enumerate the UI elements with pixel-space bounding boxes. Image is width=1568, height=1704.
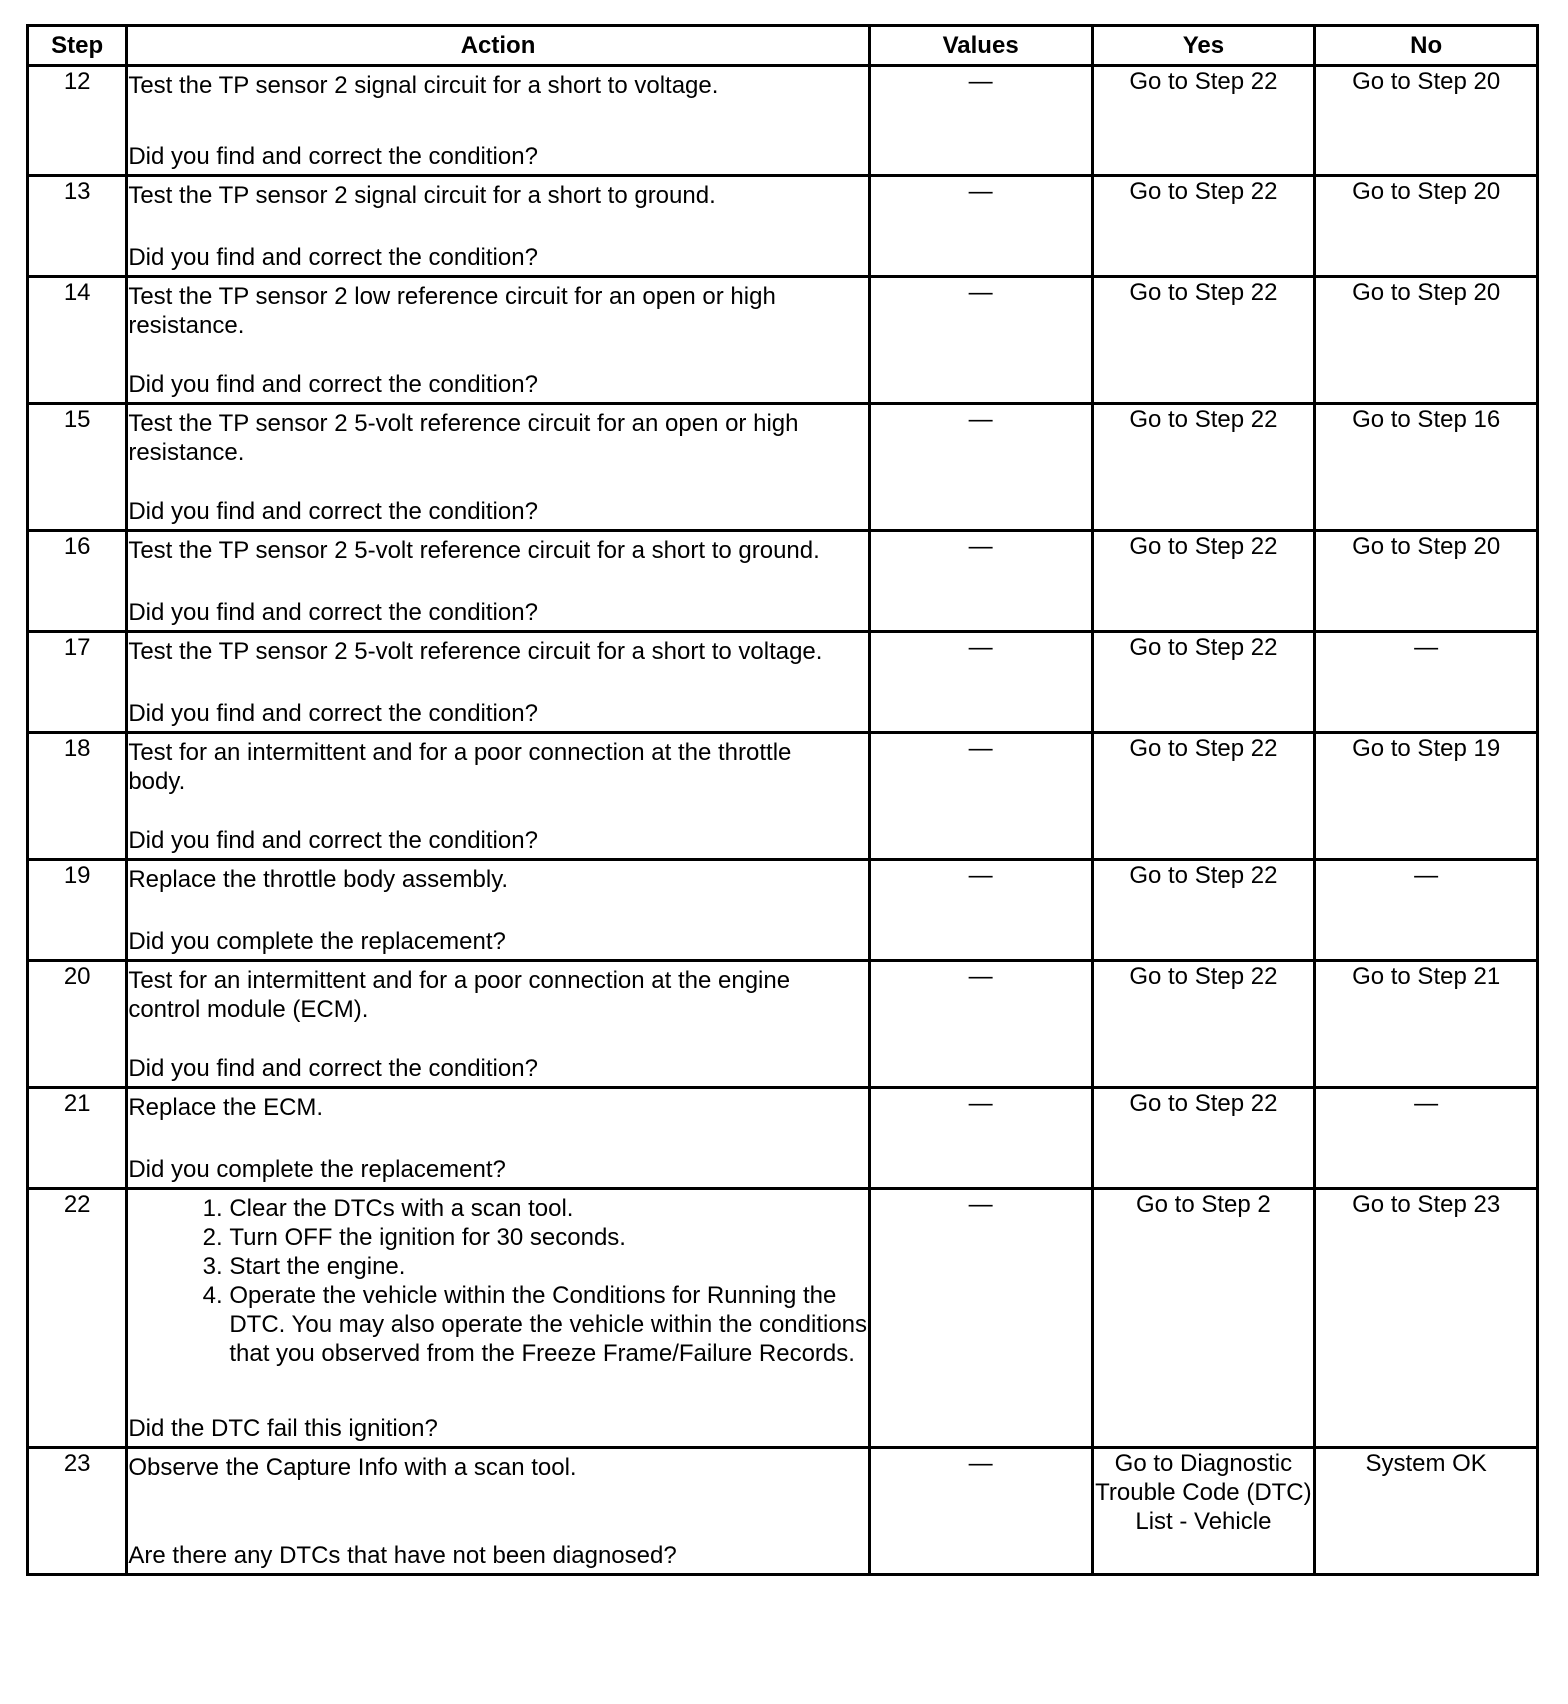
step-number: 15 <box>28 404 127 531</box>
action-line: Test the TP sensor 2 signal circuit for a short to ground. <box>128 182 716 209</box>
action-text <box>128 405 867 467</box>
action-line: body. <box>128 768 186 795</box>
action-text <box>128 67 867 100</box>
action-cell <box>127 860 869 961</box>
step-number: 18 <box>28 733 127 860</box>
action-question: Did you find and correct the condition? <box>128 244 538 271</box>
step-number: 14 <box>28 277 127 404</box>
values-cell: — <box>869 632 1092 733</box>
action-text <box>128 1089 867 1122</box>
header-values: Values <box>869 26 1092 66</box>
action-cell <box>127 733 869 860</box>
step-number: 16 <box>28 531 127 632</box>
header-no: No <box>1315 26 1538 66</box>
step-number: 21 <box>28 1088 127 1189</box>
action-line: Test the TP sensor 2 5-volt reference circuit for a short to ground. <box>128 537 820 564</box>
step-number: 19 <box>28 860 127 961</box>
yes-cell: Go to Diagnostic Trouble Code (DTC) List - Vehicle <box>1092 1448 1315 1575</box>
action-line: Test for an intermittent and for a poor connection at the throttle <box>128 739 792 766</box>
action-question: Did you find and correct the condition? <box>128 143 538 170</box>
values-cell: — <box>869 860 1092 961</box>
action-cell <box>127 632 869 733</box>
action-text <box>128 1449 867 1482</box>
table-row <box>28 531 1538 632</box>
header-step: Step <box>28 26 127 66</box>
action-cell <box>127 961 869 1088</box>
action-cell <box>127 277 869 404</box>
action-line: Replace the ECM. <box>128 1094 324 1121</box>
table-row <box>28 1448 1538 1575</box>
step-number: 12 <box>28 66 127 176</box>
action-line: resistance. <box>128 439 245 466</box>
action-line: Test the TP sensor 2 5-volt reference circuit for a short to voltage. <box>128 638 823 665</box>
yes-cell: Go to Step 2 <box>1092 1189 1315 1448</box>
yes-cell: Go to Step 22 <box>1092 733 1315 860</box>
table-body <box>28 66 1538 1575</box>
action-cell <box>127 1088 869 1189</box>
action-line: Test the TP sensor 2 low reference circuit for an open or high <box>128 283 776 310</box>
values-cell: — <box>869 176 1092 277</box>
action-cell <box>127 66 869 176</box>
yes-cell: Go to Step 22 <box>1092 1088 1315 1189</box>
no-cell: Go to Step 20 <box>1315 66 1538 176</box>
action-question: Are there any DTCs that have not been diagnosed? <box>128 1542 677 1569</box>
table-row <box>28 277 1538 404</box>
action-question: Did you complete the replacement? <box>128 928 506 955</box>
action-cell <box>127 531 869 632</box>
action-question: Did you find and correct the condition? <box>128 1055 538 1082</box>
table-row <box>28 733 1538 860</box>
values-cell: — <box>869 66 1092 176</box>
action-step-item: 2. Turn OFF the ignition for 30 seconds. <box>229 1223 867 1252</box>
action-text <box>128 177 867 210</box>
table-row <box>28 961 1538 1088</box>
step-number: 20 <box>28 961 127 1088</box>
action-question: Did you find and correct the condition? <box>128 371 538 398</box>
action-question: Did you find and correct the condition? <box>128 599 538 626</box>
yes-cell: Go to Step 22 <box>1092 531 1315 632</box>
no-cell: Go to Step 23 <box>1315 1189 1538 1448</box>
yes-cell: Go to Step 22 <box>1092 860 1315 961</box>
step-number: 17 <box>28 632 127 733</box>
table-row <box>28 632 1538 733</box>
action-text <box>128 532 867 565</box>
diagnostic-table <box>26 24 1539 1576</box>
no-cell: Go to Step 20 <box>1315 176 1538 277</box>
action-line: Replace the throttle body assembly. <box>128 866 509 893</box>
table-row <box>28 1189 1538 1448</box>
table-row <box>28 404 1538 531</box>
action-step-item: 1. Clear the DTCs with a scan tool. <box>229 1194 867 1223</box>
no-cell: — <box>1315 1088 1538 1189</box>
action-question: Did you complete the replacement? <box>128 1156 506 1183</box>
action-cell <box>127 1448 869 1575</box>
no-cell: Go to Step 16 <box>1315 404 1538 531</box>
table-row <box>28 1088 1538 1189</box>
action-question: Did the DTC fail this ignition? <box>128 1415 438 1442</box>
no-cell: Go to Step 20 <box>1315 531 1538 632</box>
step-number: 13 <box>28 176 127 277</box>
no-cell: — <box>1315 860 1538 961</box>
action-text <box>128 278 867 340</box>
header-yes: Yes <box>1092 26 1315 66</box>
values-cell: — <box>869 961 1092 1088</box>
action-line: Test the TP sensor 2 signal circuit for a short to voltage. <box>128 72 719 99</box>
table-row <box>28 860 1538 961</box>
header-row <box>28 26 1538 66</box>
values-cell: — <box>869 733 1092 860</box>
values-cell: — <box>869 277 1092 404</box>
action-cell <box>127 404 869 531</box>
header-action: Action <box>127 26 869 66</box>
action-line: resistance. <box>128 312 245 339</box>
values-cell: — <box>869 531 1092 632</box>
step-number: 22 <box>28 1189 127 1448</box>
yes-cell: Go to Step 22 <box>1092 404 1315 531</box>
no-cell: Go to Step 21 <box>1315 961 1538 1088</box>
yes-cell: Go to Step 22 <box>1092 961 1315 1088</box>
action-line: Test the TP sensor 2 5-volt reference circuit for an open or high <box>128 410 799 437</box>
yes-cell: Go to Step 22 <box>1092 66 1315 176</box>
action-question: Did you find and correct the condition? <box>128 700 538 727</box>
action-line: Observe the Capture Info with a scan tool. <box>128 1454 577 1481</box>
no-cell: Go to Step 19 <box>1315 733 1538 860</box>
yes-cell: Go to Step 22 <box>1092 632 1315 733</box>
action-step-item: 4. Operate the vehicle within the Conditions for Running the DTC. You may also operate the vehicle within the conditions that you observed from the Freeze Frame/Failure Records. <box>229 1281 867 1368</box>
action-cell <box>127 1189 869 1448</box>
action-step-item: 3. Start the engine. <box>229 1252 867 1281</box>
values-cell: — <box>869 404 1092 531</box>
values-cell: — <box>869 1088 1092 1189</box>
no-cell: System OK <box>1315 1448 1538 1575</box>
action-line: Test for an intermittent and for a poor connection at the engine <box>128 967 791 994</box>
action-text <box>128 633 867 666</box>
table-row <box>28 66 1538 176</box>
action-text <box>128 861 867 894</box>
action-text <box>128 734 867 796</box>
step-number: 23 <box>28 1448 127 1575</box>
no-cell: — <box>1315 632 1538 733</box>
values-cell: — <box>869 1189 1092 1448</box>
yes-cell: Go to Step 22 <box>1092 176 1315 277</box>
values-cell: — <box>869 1448 1092 1575</box>
table-row <box>28 176 1538 277</box>
action-cell <box>127 176 869 277</box>
action-line: control module (ECM). <box>128 996 369 1023</box>
action-question: Did you find and correct the condition? <box>128 827 538 854</box>
no-cell: Go to Step 20 <box>1315 277 1538 404</box>
action-text <box>128 962 867 1024</box>
action-step-list <box>128 1194 867 1368</box>
action-question: Did you find and correct the condition? <box>128 498 538 525</box>
yes-cell: Go to Step 22 <box>1092 277 1315 404</box>
